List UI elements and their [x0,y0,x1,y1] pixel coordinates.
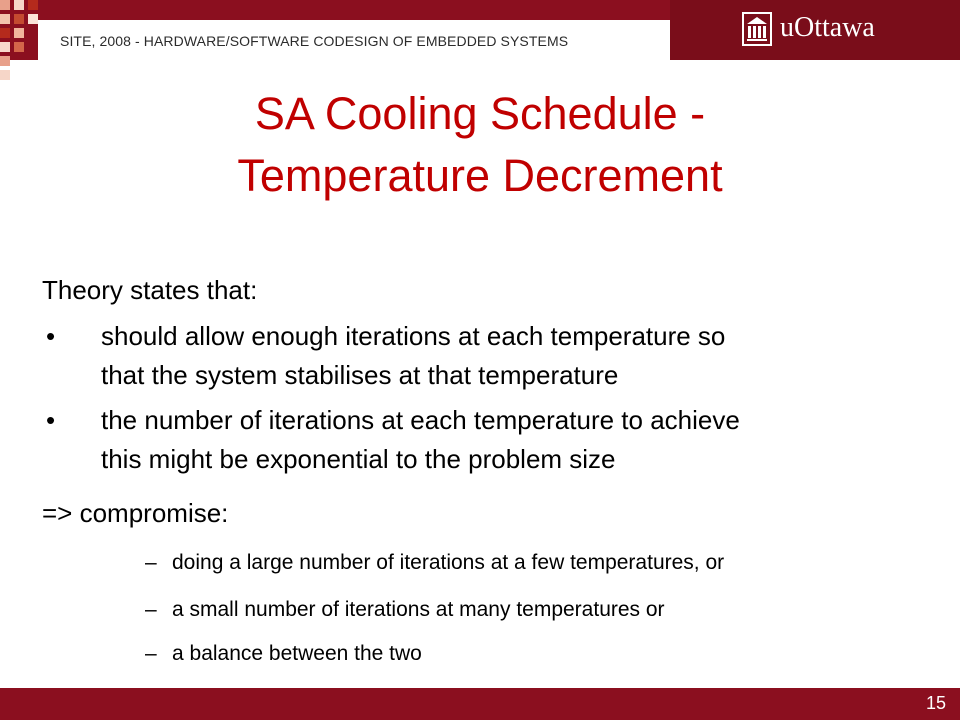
bullet-icon: • [46,321,56,351]
slide-title-line1: SA Cooling Schedule - [254,88,706,139]
dash-icon: – [145,551,157,574]
sub-item-1: doing a large number of iterations at a few temperatures, or [172,551,725,574]
decorative-square [0,42,10,52]
decorative-square [0,0,10,10]
dash-icon: – [145,598,157,621]
page-number: 15 [925,693,946,713]
intro-text: Theory states that: [42,275,258,305]
decorative-square [28,14,38,24]
decorative-square [14,14,24,24]
decorative-square [0,70,10,80]
footer-band [0,688,960,720]
decorative-square [28,0,38,10]
slide-title-line2: Temperature Decrement [237,150,723,201]
bullet-2-line1: the number of iterations at each temperature to achieve [101,405,740,435]
decorative-square [14,42,24,52]
decorative-square [14,0,24,10]
decorative-square [0,28,10,38]
bullet-1-line1: should allow enough iterations at each temperature so [101,321,726,351]
bullet-1-line2: that the system stabilises at that temperature [101,360,619,390]
dash-icon: – [145,642,157,665]
university-building-icon [742,12,772,51]
uottawa-logo: uOttawa [780,12,875,43]
sub-item-3: a balance between the two [172,642,422,665]
course-title: SITE, 2008 - HARDWARE/SOFTWARE CODESIGN OF EMBEDDED SYSTEMS [60,33,569,49]
sub-item-2: a small number of iterations at many temperatures or [172,598,665,621]
bullet-icon: • [46,405,56,435]
decorative-square [0,14,10,24]
compromise-text: => compromise: [42,498,229,528]
bullet-2-line2: this might be exponential to the problem size [101,444,616,474]
decorative-square [14,28,24,38]
decorative-square [0,56,10,66]
